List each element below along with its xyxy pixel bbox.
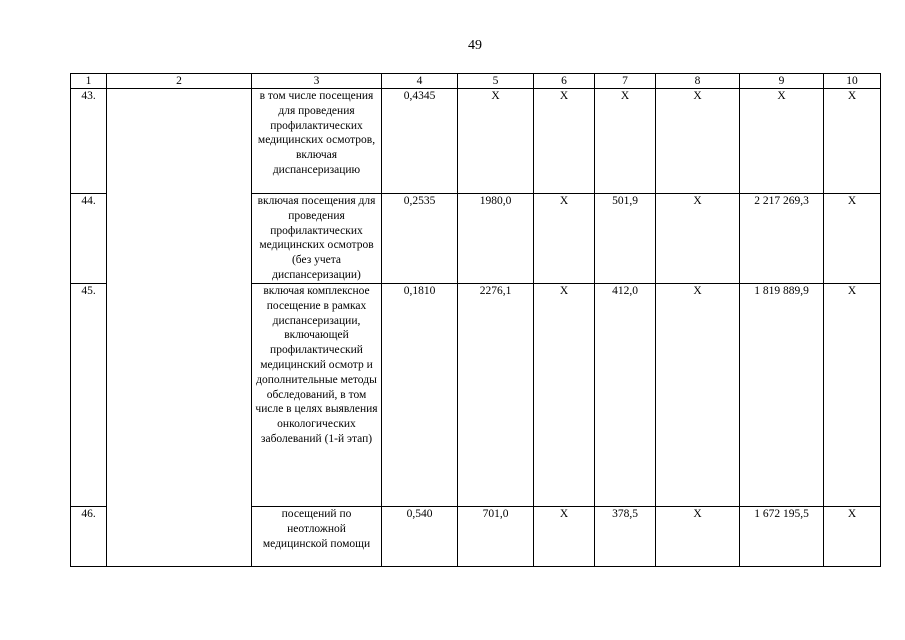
table-cell: X: [595, 89, 656, 194]
table-cell: X: [824, 89, 881, 194]
row-description: включая комплексное посещение в рамках диспансеризации, включающей профилактический медицинский осмотр и дополнительные методы обследований, в том числе в целях выявления онкологических заболеваний (1-й этап): [252, 284, 382, 507]
table-cell: X: [656, 194, 740, 284]
column-header: 3: [252, 74, 382, 89]
row-number: 44.: [71, 194, 107, 284]
table-cell: 0,2535: [382, 194, 458, 284]
column-header: 2: [107, 74, 252, 89]
table-cell: 501,9: [595, 194, 656, 284]
column-header: 7: [595, 74, 656, 89]
table-header-row: [71, 74, 881, 89]
row-number: 45.: [71, 284, 107, 507]
table-cell: X: [824, 507, 881, 567]
table-cell: 1 672 195,5: [740, 507, 824, 567]
table-cell: X: [458, 89, 534, 194]
column-header: 8: [656, 74, 740, 89]
table-cell: X: [656, 284, 740, 507]
table-row: [71, 89, 881, 194]
column-header: 1: [71, 74, 107, 89]
row-description: посещений по неотложной медицинской помощи: [252, 507, 382, 567]
table-cell: X: [534, 507, 595, 567]
table-cell: 1980,0: [458, 194, 534, 284]
row-number: 43.: [71, 89, 107, 194]
table-cell: 1 819 889,9: [740, 284, 824, 507]
column-header: 4: [382, 74, 458, 89]
table-cell: X: [534, 284, 595, 507]
row-description: в том числе посещения для проведения профилактических медицинских осмотров, включая диспансеризацию: [252, 89, 382, 194]
row-description: включая посещения для проведения профилактических медицинских осмотров (без учета диспансеризации): [252, 194, 382, 284]
row-number: 46.: [71, 507, 107, 567]
page-number: 49: [468, 38, 482, 53]
table-cell: 701,0: [458, 507, 534, 567]
table-cell: 2 217 269,3: [740, 194, 824, 284]
table-cell: 2276,1: [458, 284, 534, 507]
table-cell: X: [824, 284, 881, 507]
table-cell: X: [534, 89, 595, 194]
column-header: 10: [824, 74, 881, 89]
table-cell: 378,5: [595, 507, 656, 567]
table-cell: 0,1810: [382, 284, 458, 507]
column-header: 9: [740, 74, 824, 89]
table-cell: 0,540: [382, 507, 458, 567]
table-cell: X: [656, 507, 740, 567]
table-cell: X: [534, 194, 595, 284]
column-header: 6: [534, 74, 595, 89]
table-cell: X: [824, 194, 881, 284]
table-cell: X: [740, 89, 824, 194]
table-cell: 0,4345: [382, 89, 458, 194]
table-cell: X: [656, 89, 740, 194]
column-header: 5: [458, 74, 534, 89]
merged-empty-cell: [107, 89, 252, 567]
data-table: [70, 73, 881, 567]
table-cell: 412,0: [595, 284, 656, 507]
